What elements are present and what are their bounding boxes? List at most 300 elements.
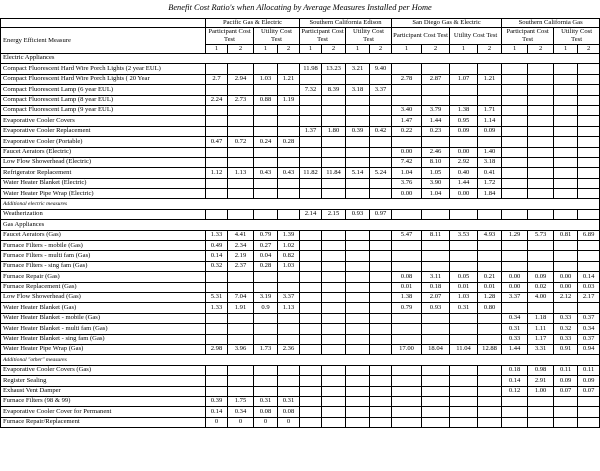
ratio-cell bbox=[346, 282, 370, 292]
ratio-cell bbox=[392, 251, 422, 261]
ratio-cell bbox=[554, 303, 578, 313]
ratio-cell bbox=[528, 137, 554, 147]
ratio-cell: 0.79 bbox=[392, 303, 422, 313]
ratio-cell bbox=[346, 313, 370, 323]
ratio-cell bbox=[578, 126, 600, 136]
utility-test-header: Utility Cost Test bbox=[554, 28, 600, 45]
ratio-cell bbox=[254, 324, 278, 334]
ratio-cell bbox=[346, 407, 370, 417]
ratio-cell: 2.24 bbox=[206, 95, 228, 105]
ratio-cell bbox=[278, 178, 300, 188]
ratio-cell: 0.21 bbox=[478, 272, 502, 282]
ratio-cell: 1.80 bbox=[322, 126, 346, 136]
ratio-cell bbox=[254, 313, 278, 323]
ratio-cell bbox=[254, 376, 278, 386]
ratio-cell bbox=[300, 261, 322, 271]
ratio-cell bbox=[422, 137, 450, 147]
ratio-cell: 1.19 bbox=[278, 95, 300, 105]
ratio-cell bbox=[300, 407, 322, 417]
ratio-cell: 2.37 bbox=[228, 261, 254, 271]
ratio-cell: 2.34 bbox=[228, 241, 254, 251]
ratio-cell bbox=[254, 178, 278, 188]
ratio-cell bbox=[370, 189, 392, 199]
ratio-cell bbox=[502, 137, 528, 147]
ratio-cell bbox=[578, 303, 600, 313]
ratio-cell bbox=[228, 324, 254, 334]
ratio-cell bbox=[278, 272, 300, 282]
measure-name: Low Flow Showerhead (Electric) bbox=[1, 157, 206, 167]
ratio-cell: 1.04 bbox=[422, 189, 450, 199]
ratio-cell: 7.32 bbox=[300, 85, 322, 95]
ratio-cell bbox=[478, 365, 502, 375]
ratio-cell bbox=[370, 157, 392, 167]
ratio-cell bbox=[422, 313, 450, 323]
measure-name: Water Heater Pipe Wrap (Gas) bbox=[1, 344, 206, 354]
table-row bbox=[1, 303, 600, 313]
ratio-cell bbox=[370, 116, 392, 126]
ratio-cell bbox=[322, 241, 346, 251]
ratio-cell bbox=[392, 386, 422, 396]
ratio-cell bbox=[322, 344, 346, 354]
ratio-cell: 1.40 bbox=[478, 147, 502, 157]
measure-name: Faucet Aerators (Gas) bbox=[1, 230, 206, 240]
ratio-cell: 3.79 bbox=[422, 105, 450, 115]
ratio-cell: 1.71 bbox=[478, 105, 502, 115]
col-1-header: 1 bbox=[554, 45, 578, 54]
utility-header: San Diego Gas & Electric bbox=[392, 19, 502, 28]
ratio-cell: 5.14 bbox=[346, 168, 370, 178]
measure-name: Compact Fluorescent Lamp (8 year EUL) bbox=[1, 95, 206, 105]
ratio-cell bbox=[322, 74, 346, 84]
ratio-cell bbox=[528, 251, 554, 261]
ratio-cell bbox=[578, 261, 600, 271]
ratio-cell bbox=[322, 396, 346, 406]
ratio-cell bbox=[278, 116, 300, 126]
ratio-cell: 1.28 bbox=[478, 292, 502, 302]
ratio-cell bbox=[346, 261, 370, 271]
ratio-cell bbox=[300, 178, 322, 188]
ratio-cell: 1.21 bbox=[478, 74, 502, 84]
ratio-cell bbox=[392, 241, 422, 251]
ratio-cell: 0.01 bbox=[478, 282, 502, 292]
ratio-cell bbox=[300, 230, 322, 240]
ratio-cell bbox=[528, 116, 554, 126]
col-1-header: 1 bbox=[346, 45, 370, 54]
ratio-cell bbox=[502, 147, 528, 157]
ratio-cell bbox=[502, 85, 528, 95]
ratio-cell: 2.36 bbox=[278, 344, 300, 354]
ratio-cell: 0.37 bbox=[578, 334, 600, 344]
col-1-header: 1 bbox=[502, 45, 528, 54]
ratio-cell: 1.33 bbox=[206, 303, 228, 313]
ratio-cell bbox=[578, 137, 600, 147]
ratio-cell: 0.40 bbox=[450, 168, 478, 178]
measure-name: Furnace Filters (98 & 99) bbox=[1, 396, 206, 406]
ratio-cell: 0.00 bbox=[502, 272, 528, 282]
ratio-cell bbox=[422, 386, 450, 396]
ratio-cell bbox=[478, 417, 502, 427]
measure-name: Water Heater Blanket - sing fam (Gas) bbox=[1, 334, 206, 344]
ratio-cell bbox=[346, 230, 370, 240]
ratio-cell: 0.08 bbox=[392, 272, 422, 282]
ratio-cell: 0.98 bbox=[528, 365, 554, 375]
table-row bbox=[1, 157, 600, 167]
ratio-cell bbox=[228, 126, 254, 136]
ratio-cell bbox=[206, 282, 228, 292]
additional-measures-label: Additional electric measures bbox=[1, 199, 600, 209]
ratio-cell bbox=[322, 313, 346, 323]
ratio-cell bbox=[254, 105, 278, 115]
ratio-cell bbox=[502, 64, 528, 74]
ratio-cell bbox=[502, 396, 528, 406]
measure-name: Evaporative Cooler Covers bbox=[1, 116, 206, 126]
ratio-cell bbox=[578, 157, 600, 167]
ratio-cell bbox=[254, 116, 278, 126]
ratio-cell bbox=[346, 344, 370, 354]
ratio-cell bbox=[278, 209, 300, 219]
ratio-cell bbox=[300, 95, 322, 105]
ratio-cell bbox=[278, 334, 300, 344]
ratio-cell: 0.37 bbox=[578, 313, 600, 323]
ratio-cell bbox=[206, 386, 228, 396]
ratio-cell bbox=[370, 303, 392, 313]
ratio-cell: 0.9 bbox=[254, 303, 278, 313]
measure-name: Evaporative Cooler Covers (Gas) bbox=[1, 365, 206, 375]
ratio-cell bbox=[478, 241, 502, 251]
ratio-cell bbox=[322, 178, 346, 188]
ratio-cell bbox=[300, 189, 322, 199]
ratio-cell bbox=[228, 334, 254, 344]
section-header: Gas Appliances bbox=[1, 220, 600, 230]
ratio-cell bbox=[528, 126, 554, 136]
col-2-header: 2 bbox=[478, 45, 502, 54]
ratio-cell bbox=[478, 209, 502, 219]
ratio-cell bbox=[502, 251, 528, 261]
ratio-cell: 0.33 bbox=[554, 313, 578, 323]
ratio-cell: 0.80 bbox=[478, 303, 502, 313]
measure-name: Compact Fluorescent Hard Wire Porch Lights ( 20 Year bbox=[1, 74, 206, 84]
ratio-cell: 0.00 bbox=[450, 147, 478, 157]
table-row bbox=[1, 261, 600, 271]
ratio-cell: 1.03 bbox=[278, 261, 300, 271]
ratio-cell bbox=[346, 272, 370, 282]
ratio-cell: 1.73 bbox=[254, 344, 278, 354]
ratio-cell bbox=[502, 303, 528, 313]
ratio-cell bbox=[578, 95, 600, 105]
ratio-cell bbox=[370, 95, 392, 105]
ratio-cell bbox=[554, 74, 578, 84]
ratio-cell bbox=[278, 376, 300, 386]
ratio-cell: 8.11 bbox=[422, 230, 450, 240]
ratio-cell bbox=[528, 407, 554, 417]
ratio-cell bbox=[478, 386, 502, 396]
ratio-cell: 0.14 bbox=[206, 251, 228, 261]
ratio-cell bbox=[254, 272, 278, 282]
ratio-cell bbox=[422, 261, 450, 271]
ratio-cell bbox=[478, 137, 502, 147]
ratio-cell: 5.31 bbox=[206, 292, 228, 302]
ratio-cell bbox=[450, 324, 478, 334]
ratio-cell bbox=[206, 126, 228, 136]
ratio-cell bbox=[502, 157, 528, 167]
ratio-cell bbox=[578, 105, 600, 115]
ratio-cell bbox=[422, 64, 450, 74]
ratio-cell bbox=[502, 209, 528, 219]
ratio-cell bbox=[554, 396, 578, 406]
ratio-cell bbox=[554, 137, 578, 147]
ratio-cell: 3.37 bbox=[502, 292, 528, 302]
ratio-cell: 2.91 bbox=[528, 376, 554, 386]
ratio-cell bbox=[346, 324, 370, 334]
ratio-cell: 0.32 bbox=[206, 261, 228, 271]
ratio-cell bbox=[554, 178, 578, 188]
col-2-header: 2 bbox=[578, 45, 600, 54]
ratio-cell: 4.41 bbox=[228, 230, 254, 240]
ratio-cell: 11.04 bbox=[450, 344, 478, 354]
col-2-header: 2 bbox=[422, 45, 450, 54]
participant-test-header: Participant Cost Test bbox=[301, 28, 344, 43]
ratio-cell: 0.01 bbox=[450, 282, 478, 292]
ratio-cell: 1.72 bbox=[478, 178, 502, 188]
ratio-cell bbox=[528, 147, 554, 157]
ratio-cell bbox=[528, 105, 554, 115]
ratio-cell: 0.00 bbox=[554, 272, 578, 282]
ratio-cell bbox=[206, 272, 228, 282]
ratio-cell bbox=[228, 105, 254, 115]
ratio-cell bbox=[392, 396, 422, 406]
table-row bbox=[1, 74, 600, 84]
ratio-cell: 1.44 bbox=[422, 116, 450, 126]
ratio-cell bbox=[346, 116, 370, 126]
ratio-cell bbox=[300, 105, 322, 115]
ratio-cell bbox=[278, 324, 300, 334]
ratio-cell: 11.82 bbox=[300, 168, 322, 178]
table-row bbox=[1, 105, 600, 115]
col-1-header: 1 bbox=[392, 45, 422, 54]
ratio-cell bbox=[346, 241, 370, 251]
ratio-cell bbox=[392, 365, 422, 375]
utility-header: Pacific Gas & Electric bbox=[206, 19, 300, 28]
ratio-cell bbox=[254, 85, 278, 95]
ratio-cell bbox=[578, 64, 600, 74]
measure-name: Faucet Aerators (Electric) bbox=[1, 147, 206, 157]
ratio-cell: 0.32 bbox=[554, 324, 578, 334]
ratio-cell bbox=[392, 137, 422, 147]
ratio-cell: 1.07 bbox=[450, 74, 478, 84]
ratio-cell bbox=[422, 407, 450, 417]
ratio-cell: 0 bbox=[206, 417, 228, 427]
ratio-cell: 0.01 bbox=[392, 282, 422, 292]
ratio-cell: 3.21 bbox=[346, 64, 370, 74]
ratio-cell bbox=[322, 105, 346, 115]
ratio-cell bbox=[450, 251, 478, 261]
ratio-cell bbox=[478, 261, 502, 271]
ratio-cell bbox=[450, 209, 478, 219]
ratio-cell bbox=[528, 189, 554, 199]
ratio-cell: 2.14 bbox=[300, 209, 322, 219]
ratio-cell bbox=[300, 272, 322, 282]
col-1-header: 1 bbox=[300, 45, 322, 54]
ratio-cell bbox=[322, 230, 346, 240]
ratio-cell bbox=[578, 417, 600, 427]
ratio-cell: 2.12 bbox=[554, 292, 578, 302]
ratio-cell bbox=[206, 189, 228, 199]
ratio-cell bbox=[278, 189, 300, 199]
ratio-cell bbox=[370, 137, 392, 147]
ratio-cell bbox=[346, 334, 370, 344]
measure-name: Compact Fluorescent Lamp (9 year EUL) bbox=[1, 105, 206, 115]
ratio-cell bbox=[346, 137, 370, 147]
ratio-cell bbox=[502, 95, 528, 105]
ratio-cell bbox=[528, 168, 554, 178]
ratio-cell: 0.28 bbox=[254, 261, 278, 271]
ratio-cell bbox=[554, 64, 578, 74]
ratio-cell bbox=[278, 105, 300, 115]
participant-test-header: Participant Cost Test bbox=[502, 28, 554, 45]
ratio-cell bbox=[528, 157, 554, 167]
ratio-cell bbox=[554, 189, 578, 199]
ratio-cell bbox=[392, 209, 422, 219]
ratio-cell: 0.23 bbox=[422, 126, 450, 136]
ratio-cell: 1.12 bbox=[206, 168, 228, 178]
measure-name: Weatherization bbox=[1, 209, 206, 219]
ratio-cell bbox=[528, 178, 554, 188]
ratio-cell bbox=[228, 272, 254, 282]
ratio-cell bbox=[528, 209, 554, 219]
ratio-cell bbox=[392, 334, 422, 344]
measure-name: Furnace Repair/Replacement bbox=[1, 417, 206, 427]
ratio-cell bbox=[502, 168, 528, 178]
measure-name: Exhaust Vent Damper bbox=[1, 386, 206, 396]
ratio-cell bbox=[300, 386, 322, 396]
ratio-cell bbox=[278, 282, 300, 292]
ratio-cell: 0.41 bbox=[478, 168, 502, 178]
col-2-header: 2 bbox=[370, 45, 392, 54]
ratio-cell: 1.13 bbox=[228, 168, 254, 178]
ratio-cell bbox=[206, 313, 228, 323]
ratio-cell: 2.94 bbox=[228, 74, 254, 84]
table-row bbox=[1, 168, 600, 178]
ratio-cell: 0.31 bbox=[502, 324, 528, 334]
ratio-cell: 0.18 bbox=[422, 282, 450, 292]
ratio-cell bbox=[370, 74, 392, 84]
ratio-cell: 1.03 bbox=[450, 292, 478, 302]
measure-name: Evaporative Cooler (Portable) bbox=[1, 137, 206, 147]
ratio-cell bbox=[450, 417, 478, 427]
ratio-cell bbox=[206, 64, 228, 74]
measure-name: Water Heater Blanket (Gas) bbox=[1, 303, 206, 313]
ratio-cell: 0.82 bbox=[278, 251, 300, 261]
ratio-cell bbox=[278, 386, 300, 396]
utility-header: Southern California Gas bbox=[502, 19, 600, 28]
ratio-cell bbox=[300, 282, 322, 292]
ratio-cell bbox=[206, 178, 228, 188]
ratio-cell: 3.11 bbox=[422, 272, 450, 282]
ratio-cell bbox=[370, 282, 392, 292]
ratio-cell bbox=[370, 241, 392, 251]
col-2-header: 2 bbox=[322, 45, 346, 54]
ratio-cell: 0.49 bbox=[206, 241, 228, 251]
ratio-cell bbox=[322, 303, 346, 313]
ratio-cell: 1.38 bbox=[450, 105, 478, 115]
ratio-cell bbox=[450, 334, 478, 344]
table-title: Benefit Cost Ratio's when Allocating by Average Measures Installed per Home bbox=[168, 3, 432, 12]
ratio-cell: 13.23 bbox=[322, 64, 346, 74]
ratio-cell: 7.04 bbox=[228, 292, 254, 302]
ratio-cell: 3.19 bbox=[254, 292, 278, 302]
ratio-cell: 5.73 bbox=[528, 230, 554, 240]
measure-name: Furnace Filters - mobile (Gas) bbox=[1, 241, 206, 251]
ratio-cell bbox=[346, 157, 370, 167]
ratio-cell: 0.95 bbox=[450, 116, 478, 126]
ratio-cell bbox=[450, 407, 478, 417]
ratio-cell bbox=[528, 241, 554, 251]
ratio-cell bbox=[300, 74, 322, 84]
table-row bbox=[1, 251, 600, 261]
ratio-cell: 0.43 bbox=[278, 168, 300, 178]
ratio-cell bbox=[502, 261, 528, 271]
ratio-cell bbox=[450, 376, 478, 386]
ratio-cell bbox=[278, 313, 300, 323]
ratio-cell bbox=[392, 64, 422, 74]
ratio-cell bbox=[278, 85, 300, 95]
ratio-cell bbox=[392, 324, 422, 334]
ratio-cell: 0.05 bbox=[450, 272, 478, 282]
table-row bbox=[1, 178, 600, 188]
ratio-cell: 0.93 bbox=[422, 303, 450, 313]
ratio-cell bbox=[422, 376, 450, 386]
col-2-header: 2 bbox=[528, 45, 554, 54]
utility-header: Southern California Edison bbox=[300, 19, 392, 28]
ratio-cell bbox=[300, 137, 322, 147]
ratio-cell bbox=[478, 376, 502, 386]
ratio-cell bbox=[578, 168, 600, 178]
ratio-cell bbox=[370, 376, 392, 386]
ratio-cell bbox=[346, 376, 370, 386]
ratio-cell bbox=[322, 365, 346, 375]
ratio-cell: 7.42 bbox=[392, 157, 422, 167]
ratio-cell bbox=[392, 376, 422, 386]
ratio-cell: 0.81 bbox=[554, 230, 578, 240]
ratio-cell: 3.53 bbox=[450, 230, 478, 240]
ratio-cell bbox=[478, 85, 502, 95]
table-row bbox=[1, 407, 600, 417]
ratio-cell bbox=[322, 95, 346, 105]
ratio-cell bbox=[300, 116, 322, 126]
ratio-cell: 0 bbox=[228, 417, 254, 427]
table-row bbox=[1, 365, 600, 375]
ratio-cell: 1.39 bbox=[278, 230, 300, 240]
ratio-cell bbox=[206, 85, 228, 95]
ratio-cell bbox=[254, 157, 278, 167]
ratio-cell bbox=[578, 85, 600, 95]
ratio-cell bbox=[228, 85, 254, 95]
ratio-cell bbox=[254, 126, 278, 136]
ratio-cell: 0 bbox=[254, 417, 278, 427]
ratio-cell bbox=[554, 417, 578, 427]
utility-test-header: Utility Cost Test bbox=[346, 28, 392, 45]
ratio-cell bbox=[254, 209, 278, 219]
ratio-cell: 2.19 bbox=[228, 251, 254, 261]
ratio-cell: 0.47 bbox=[206, 137, 228, 147]
ratio-cell: 1.91 bbox=[228, 303, 254, 313]
ratio-cell: 0.03 bbox=[578, 282, 600, 292]
ratio-cell: 3.31 bbox=[528, 344, 554, 354]
ratio-cell: 0.91 bbox=[554, 344, 578, 354]
ratio-cell bbox=[228, 365, 254, 375]
ratio-cell bbox=[392, 85, 422, 95]
ratio-cell bbox=[370, 230, 392, 240]
